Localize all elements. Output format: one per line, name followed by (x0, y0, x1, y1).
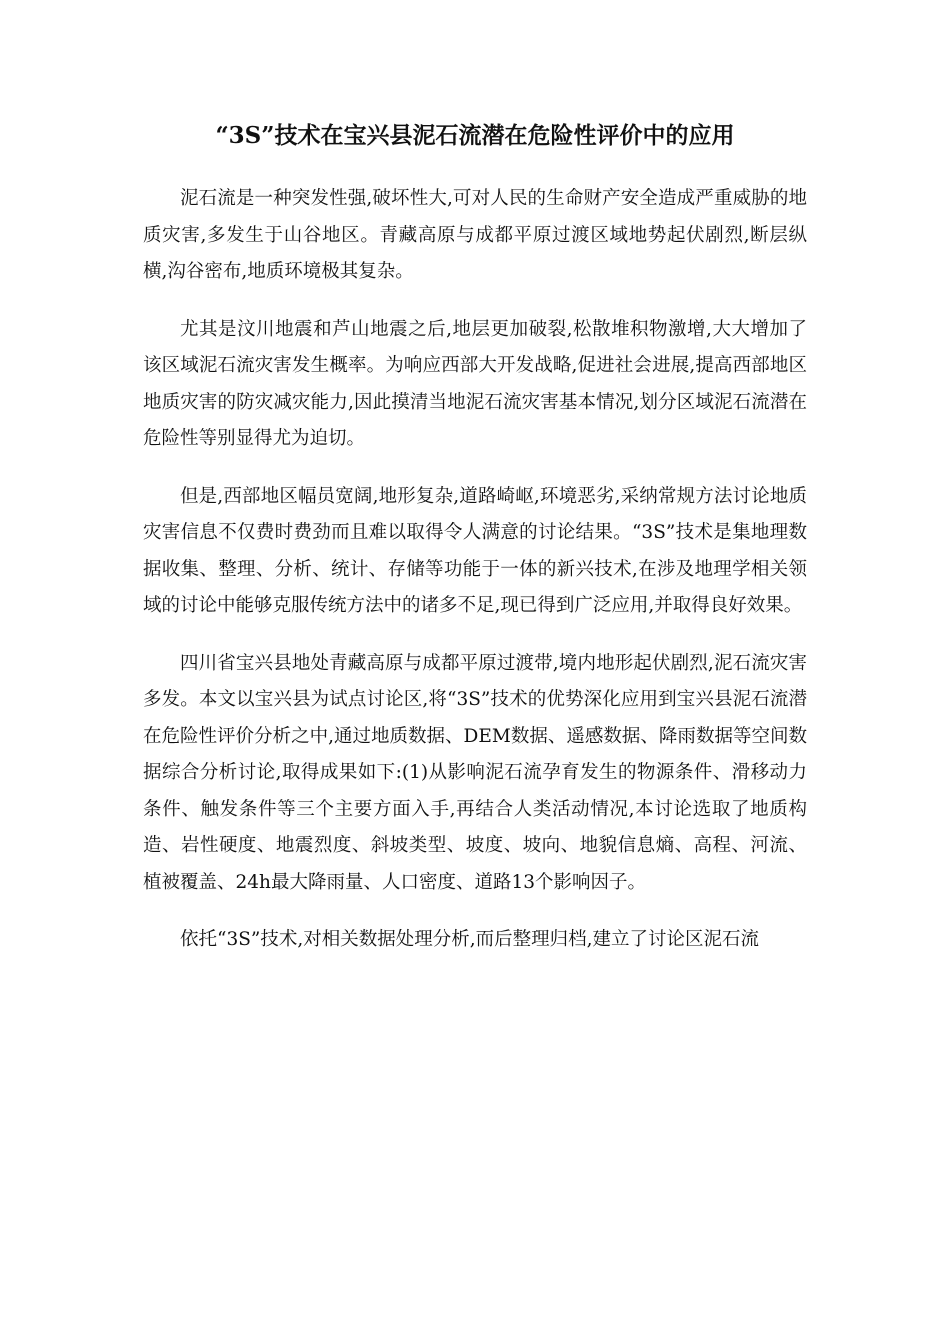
paragraph: 依托“3S”技术,对相关数据处理分析,而后整理归档,建立了讨论区泥石流 (180, 929, 760, 950)
paragraph: 泥石流是一种突发性强,破坏性大,可对人民的生命财产安全造成严重威胁的地质灾害,多发生于山谷地区。青藏高原与成都平原过渡区域地势起伏剧烈,断层纵横,沟谷密布,地质环境极其复杂。 (143, 188, 807, 282)
paragraph: 尤其是汶川地震和芦山地震之后,地层更加破裂,松散堆积物激增,大大增加了该区域泥石流灾害发生概率。为响应西部大开发战略,促进社会进展,提高西部地区地质灾害的防灾减灾能力,因此摸清当地泥石流灾害基本情况,划分区域泥石流潜在危险性等别显得尤为迫切。 (143, 318, 807, 449)
document-body (143, 181, 807, 980)
document-title: “3S”技术在宝兴县泥石流潜在危险性评价中的应用 (215, 122, 735, 149)
paragraph: 四川省宝兴县地处青藏高原与成都平原过渡带,境内地形起伏剧烈,泥石流灾害多发。本文以宝兴县为试点讨论区,将“3S”技术的优势深化应用到宝兴县泥石流潜在危险性评价分析之中,通过地质数据、DEM数据、遥感数据、降雨数据等空间数据综合分析讨论,取得成果如下:(1)从影响泥石流孕育发生的物源条件、滑移动力条件、触发条件等三个主要方面入手,再结合人类活动情况,本讨论选取了地质构造、岩性硬度、地震烈度、斜坡类型、坡度、坡向、地貌信息熵、高程、河流、植被覆盖、24h最大降雨量、人口密度、道路13个影响因子。 (143, 652, 807, 893)
paragraph: 但是,西部地区幅员宽阔,地形复杂,道路崎岖,环境恶劣,采纳常规方法讨论地质灾害信息不仅费时费劲而且难以取得令人满意的讨论结果。“3S”技术是集地理数据收集、整理、分析、统计、存储等功能于一体的新兴技术,在涉及地理学相关领域的讨论中能够克服传统方法中的诸多不足,现已得到广泛应用,并取得良好效果。 (143, 485, 807, 616)
